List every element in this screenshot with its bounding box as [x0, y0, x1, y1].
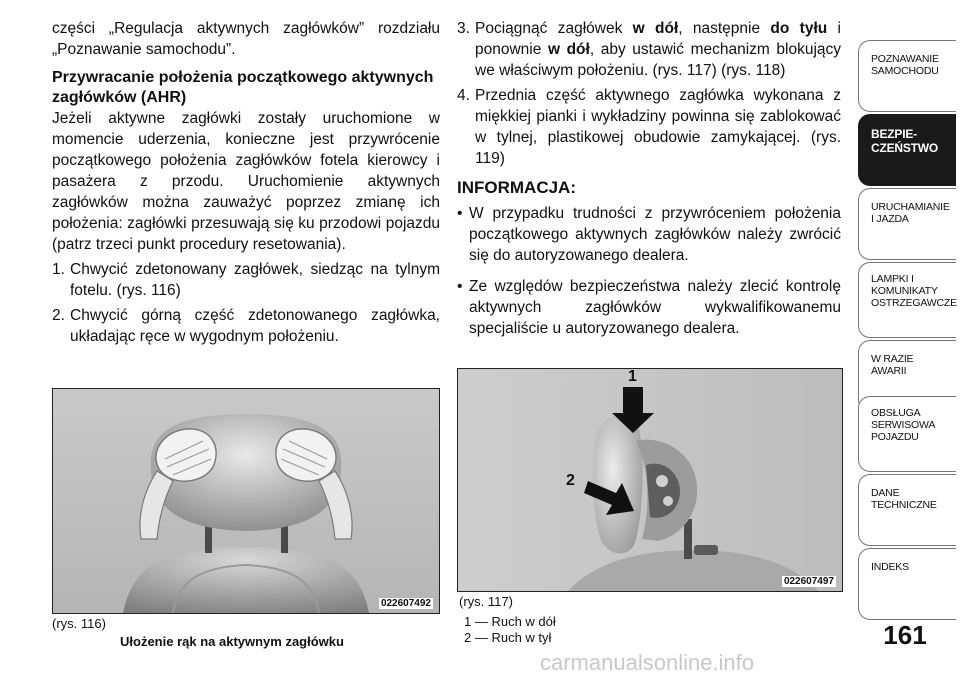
tab-label: OBSŁUGA SERWISOWA POJAZDU: [871, 407, 936, 443]
figure-117-ref: (rys. 117): [459, 594, 513, 609]
figure-code: 022607492: [380, 598, 431, 609]
step-number: 4.: [457, 87, 470, 104]
section-paragraph: Jeżeli aktywne zagłówki zostały uruchomione w momencie uderzenia, konieczne jest przywrócenie początkowego położenia zagłówków fotela kierowcy i pasażera z przodu. Uruchomienie aktywnych zagłówków można zauważyć poprzez zmianę ich położenia: zagłówki przesuwają się ku przodowi pojazdu (patrz trzeci punkt procedury resetowania).: [52, 110, 440, 253]
step-number: 3.: [457, 20, 470, 37]
watermark-text: carmanualsonline.info: [540, 650, 755, 675]
step-text: Chwycić zdetonowany zagłówek, siedząc na tylnym fotelu. (rys. 116): [70, 261, 440, 299]
tab-obsluga-serwisowa[interactable]: [858, 396, 956, 472]
step-text: Chwycić górną część zdetonowanego zagłówka, układając ręce w wygodnym położeniu.: [70, 307, 440, 345]
tab-label: DANE TECHNICZNE: [871, 487, 937, 511]
info-bullet: [457, 203, 841, 266]
tab-label: INDEKS: [871, 561, 909, 573]
figure-code: 022607497: [783, 576, 834, 587]
section-heading: Przywracanie położenia początkowego aktywnych zagłówków (AHR): [52, 69, 434, 106]
step-2: [52, 305, 440, 347]
tab-label: POZNAWANIE SAMOCHODU: [871, 53, 939, 77]
tab-bezpieczenstwo[interactable]: [858, 114, 956, 186]
tab-uruchamianie-i-jazda[interactable]: [858, 188, 956, 260]
arrow-label-2: 2: [566, 472, 575, 489]
info-title: INFORMACJA:: [457, 178, 576, 197]
tab-indeks[interactable]: [858, 548, 956, 620]
step-4: [457, 85, 841, 169]
figure-117-legend-1: 1 — Ruch w dół: [464, 614, 556, 629]
chapter-sidebar: [858, 0, 960, 678]
tab-label: URUCHAMIANIE I JAZDA: [871, 201, 950, 225]
right-column: [457, 18, 841, 339]
figure-116-headrest-hands: [52, 388, 440, 614]
page-number: 161: [883, 620, 927, 650]
bullet-icon: •: [457, 205, 463, 222]
tab-label: BEZPIE- CZEŃSTWO: [871, 127, 939, 155]
intro-text: części „Regulacja aktywnych zagłówków” rozdziału „Poznawanie samochodu”.: [52, 20, 440, 58]
bullet-icon: •: [457, 278, 463, 295]
tab-poznawanie-samochodu[interactable]: [858, 40, 956, 112]
figure-117-legend-2: 2 — Ruch w tył: [464, 630, 552, 645]
tab-lampki-i-komunikaty[interactable]: [858, 262, 956, 338]
step-text: Przednia część aktywnego zagłówka wykonana z miękkiej pianki i wykładziny powinna się zablokować w tylnej, plastikowej obudowie zamykającej. (rys. 119): [475, 87, 841, 167]
figure-116-caption: Ułożenie rąk na aktywnym zagłówku: [120, 634, 344, 649]
tab-label: LAMPKI I KOMUNIKATY OSTRZEGAWCZE: [871, 273, 957, 309]
step-number: 1.: [52, 261, 65, 278]
step-text: Pociągnąć zagłówek w dół, następnie do tyłu i ponownie w dół, aby ustawić mechanizm blokujący we właściwym położeniu. (rys. 117) (rys. 118): [475, 20, 842, 79]
left-column: [52, 18, 440, 347]
bullet-text: W przypadku trudności z przywróceniem położenia początkowego aktywnych zagłówków należy zwrócić się do autoryzowanego dealera.: [469, 205, 841, 264]
tab-dane-techniczne[interactable]: [858, 474, 956, 546]
tab-label: W RAZIE AWARII: [871, 353, 914, 377]
step-3: [457, 18, 841, 81]
figure-116-ref: (rys. 116): [52, 616, 106, 631]
figure-117-headrest-motion: [457, 368, 843, 592]
arrow-label-1: 1: [628, 369, 637, 385]
step-number: 2.: [52, 307, 65, 324]
info-bullet: [457, 276, 841, 339]
headrest-motion-illustration: [458, 369, 842, 591]
bullet-text: Ze względów bezpieczeństwa należy zlecić kontrolę aktywnych zagłówków wykwalifikowanemu specjaliście u autoryzowanego dealera.: [469, 278, 841, 337]
step-1: [52, 259, 440, 301]
headrest-hands-illustration: [53, 389, 439, 613]
